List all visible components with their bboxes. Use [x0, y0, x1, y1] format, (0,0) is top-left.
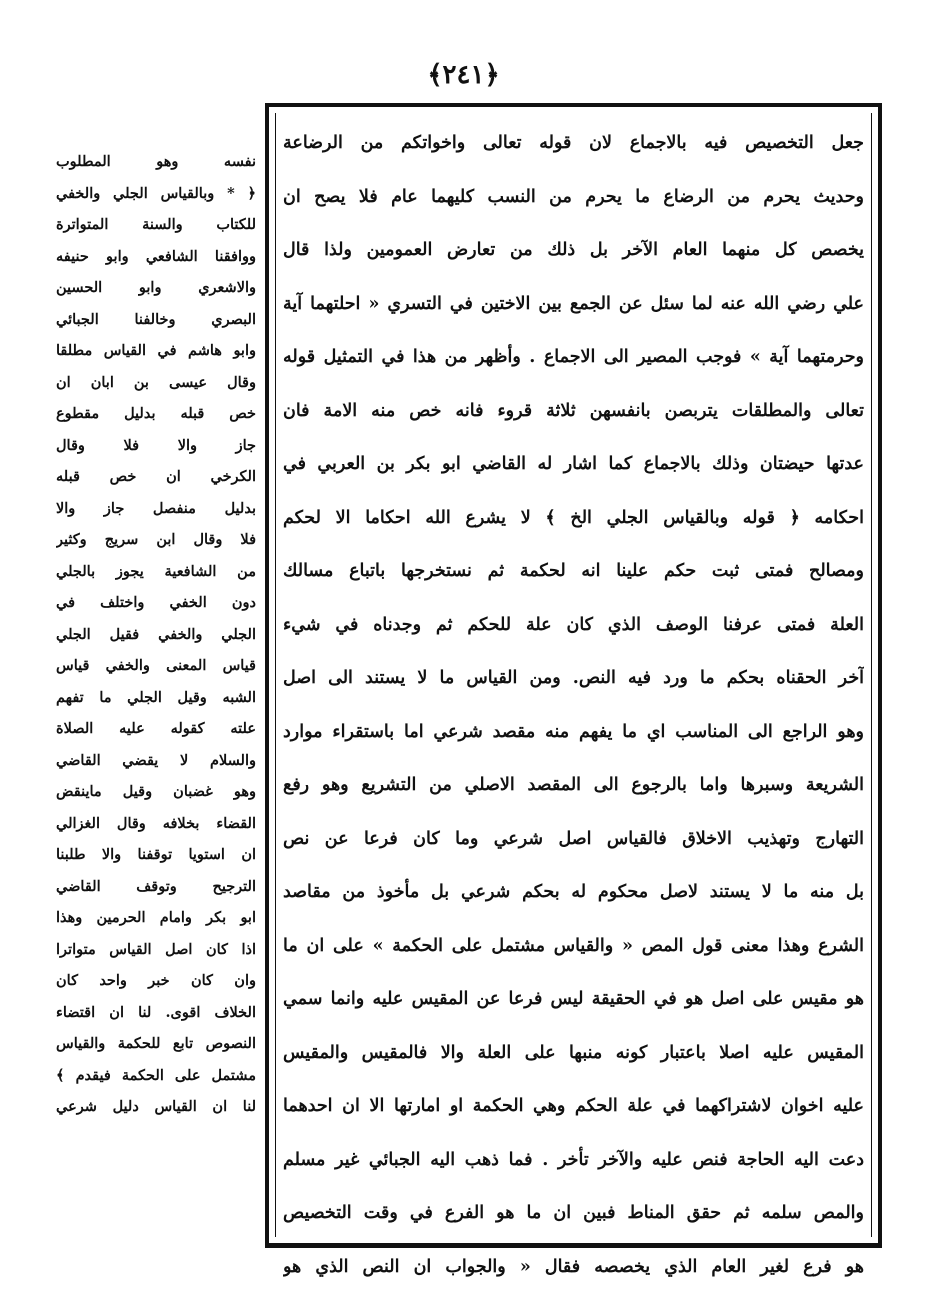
margin-line: وان كان خبر واحد كان [56, 972, 256, 989]
margin-line: علته كقوله عليه الصلاة [56, 720, 256, 737]
margin-line: ان استويا توقفنا والا طلبنا [56, 846, 256, 863]
main-text-line: هو مقيس على اصل هو في الحقيقة ليس فرعا عن المقيس عليه وانما سمي [283, 989, 864, 1009]
main-text-line: جعل التخصيص فيه بالاجماع لان قوله تعالى واخواتكم من الرضاعة [283, 133, 864, 153]
margin-line: اذا كان اصل القياس متواترا [56, 940, 256, 958]
margin-line: ووافقنا الشافعي وابو حنيفه [56, 247, 256, 265]
main-text-line: هو فرع لغير العام الذي يخصصه فقال « والجواب ان النص الذي هو [283, 1256, 864, 1277]
main-text-line: عدتها حيضتان وذلك بالاجماع كما اشار له القاضي ابو بكر بن العربي في [283, 454, 864, 474]
main-text-line: الشريعة وسبرها واما بالرجوع الى المقصد الاصلي من التشريع وهو رفع [283, 775, 864, 795]
main-text-line: علي رضي الله عنه لما سئل عن الجمع بين الاختين في التسري « احلتهما آية [283, 293, 864, 314]
margin-line: لنا ان القياس دليل شرعي [56, 1098, 256, 1115]
main-text-line: عليه اخوان لاشتراكهما في علة الحكم وهي الحكمة او امارتها الا ان احدهما [283, 1096, 864, 1116]
margin-line: نفسه وهو المطلوب [56, 153, 256, 170]
frame-inner-rule [275, 113, 276, 1237]
margin-line: من الشافعية يجوز بالجلي [56, 562, 256, 580]
main-text-line: العلة فمتى عرفنا الوصف الذي كان علة للحكم ثم وجدناه في شيء [283, 614, 864, 635]
margin-line: القضاء بخلافه وقال الغزالي [56, 814, 256, 832]
margin-line: الكرخي ان خص قبله [56, 468, 256, 485]
margin-line: والسلام لا يقضي القاضي [56, 751, 256, 769]
main-text-line: وحرمتهما آية » فوجب المصير الى الاجماع . وأظهر من هذا في التمثيل قوله [283, 347, 864, 367]
margin-line: الجلي والخفي فقيل الجلي [56, 625, 256, 643]
main-text-line: يخصص كل منهما العام الآخر بل ذلك من تعارض العمومين ولذا قال [283, 240, 864, 260]
main-text-line: تعالى والمطلقات يتربصن بانفسهن ثلاثة قروء فانه خص منه الامة فان [283, 400, 864, 421]
margin-line: والاشعري وابو الحسين [56, 279, 256, 296]
main-text-line: وهو الراجع الى المناسب اي ما يفهم منه مقصد شرعي اما باستقراء موارد [283, 721, 864, 742]
margin-commentary [56, 146, 256, 1123]
frame-inner-rule [871, 113, 872, 1237]
margin-line: فلا وقال ابن سريج وكثير [56, 531, 256, 548]
margin-line: دون الخفي واختلف في [56, 594, 256, 611]
main-text-line: ومصالح فمتى ثبت حكم علينا انه لحكمة ثم نستخرجها باتباع مسالك [283, 561, 864, 581]
margin-line: جاز والا فلا وقال [56, 436, 256, 454]
margin-line: خص قبله بدليل مقطوع [56, 405, 256, 422]
margin-line: للكتاب والسنة المتواترة [56, 216, 256, 233]
main-text-line: الشرع وهذا معنى قول المص « والقياس مشتمل على الحكمة » على ان ما [283, 935, 864, 956]
margin-line: مشتمل على الحكمة فيقدم ﴾ [56, 1066, 256, 1084]
margin-line: الشبه وقيل الجلي ما تفهم [56, 688, 256, 706]
main-text-line: آخر الحقناه بحكم ما ورد فيه النص. ومن القياس ما لا يستند الى اصل [283, 668, 864, 688]
margin-line: ابو بكر وامام الحرمين وهذا [56, 909, 256, 926]
main-text-frame [265, 103, 882, 1277]
page-number: ﴿٢٤١﴾ [427, 60, 500, 90]
main-text-line: دعت اليه الحاجة فنص عليه والآخر تأخر . فما ذهب اليه الجبائي غير مسلم [283, 1149, 864, 1170]
main-text-line: وحديث يحرم من الرضاع ما يحرم من النسب كليهما عام فلا يصح ان [283, 186, 864, 207]
margin-line: بدليل منفصل جاز والا [56, 499, 256, 517]
margin-line: وقال عيسى بن ابان ان [56, 373, 256, 391]
margin-line: قياس المعنى والخفي قياس [56, 657, 256, 674]
main-text-line: احكامه ﴿ قوله وبالقياس الجلي الخ ﴾ لا يشرع الله احكاما الا لحكم [283, 507, 864, 528]
main-text-line: المقيس عليه اصلا باعتبار كونه منبها على العلة والا فالمقيس والمقيس [283, 1042, 864, 1063]
main-text-line: والمص سلمه ثم حقق المناط فبين ان ما هو الفرع في وقت التخصيص [283, 1203, 864, 1223]
margin-line: البصري وخالفنا الجبائي [56, 310, 256, 328]
main-text-line: بل منه ما لا يستند لاصل محكوم له بحكم شرعي بل مأخوذ من مقاصد [283, 882, 864, 902]
margin-line: ﴿ * وبالقياس الجلي والخفي [56, 184, 256, 202]
margin-line: النصوص تابع للحكمة والقياس [56, 1035, 256, 1052]
margin-line: الترجيح وتوقف القاضي [56, 877, 256, 895]
main-text-line: التهارج وتهذيب الاخلاق فالقياس اصل شرعي وما كان فرعا عن نص [283, 828, 864, 849]
margin-line: وهو غضبان وقيل ماينقض [56, 783, 256, 800]
margin-line: وابو هاشم في القياس مطلقا [56, 342, 256, 359]
margin-line: الخلاف اقوى. لنا ان اقتضاء [56, 1003, 256, 1021]
main-text-body [283, 117, 864, 1277]
